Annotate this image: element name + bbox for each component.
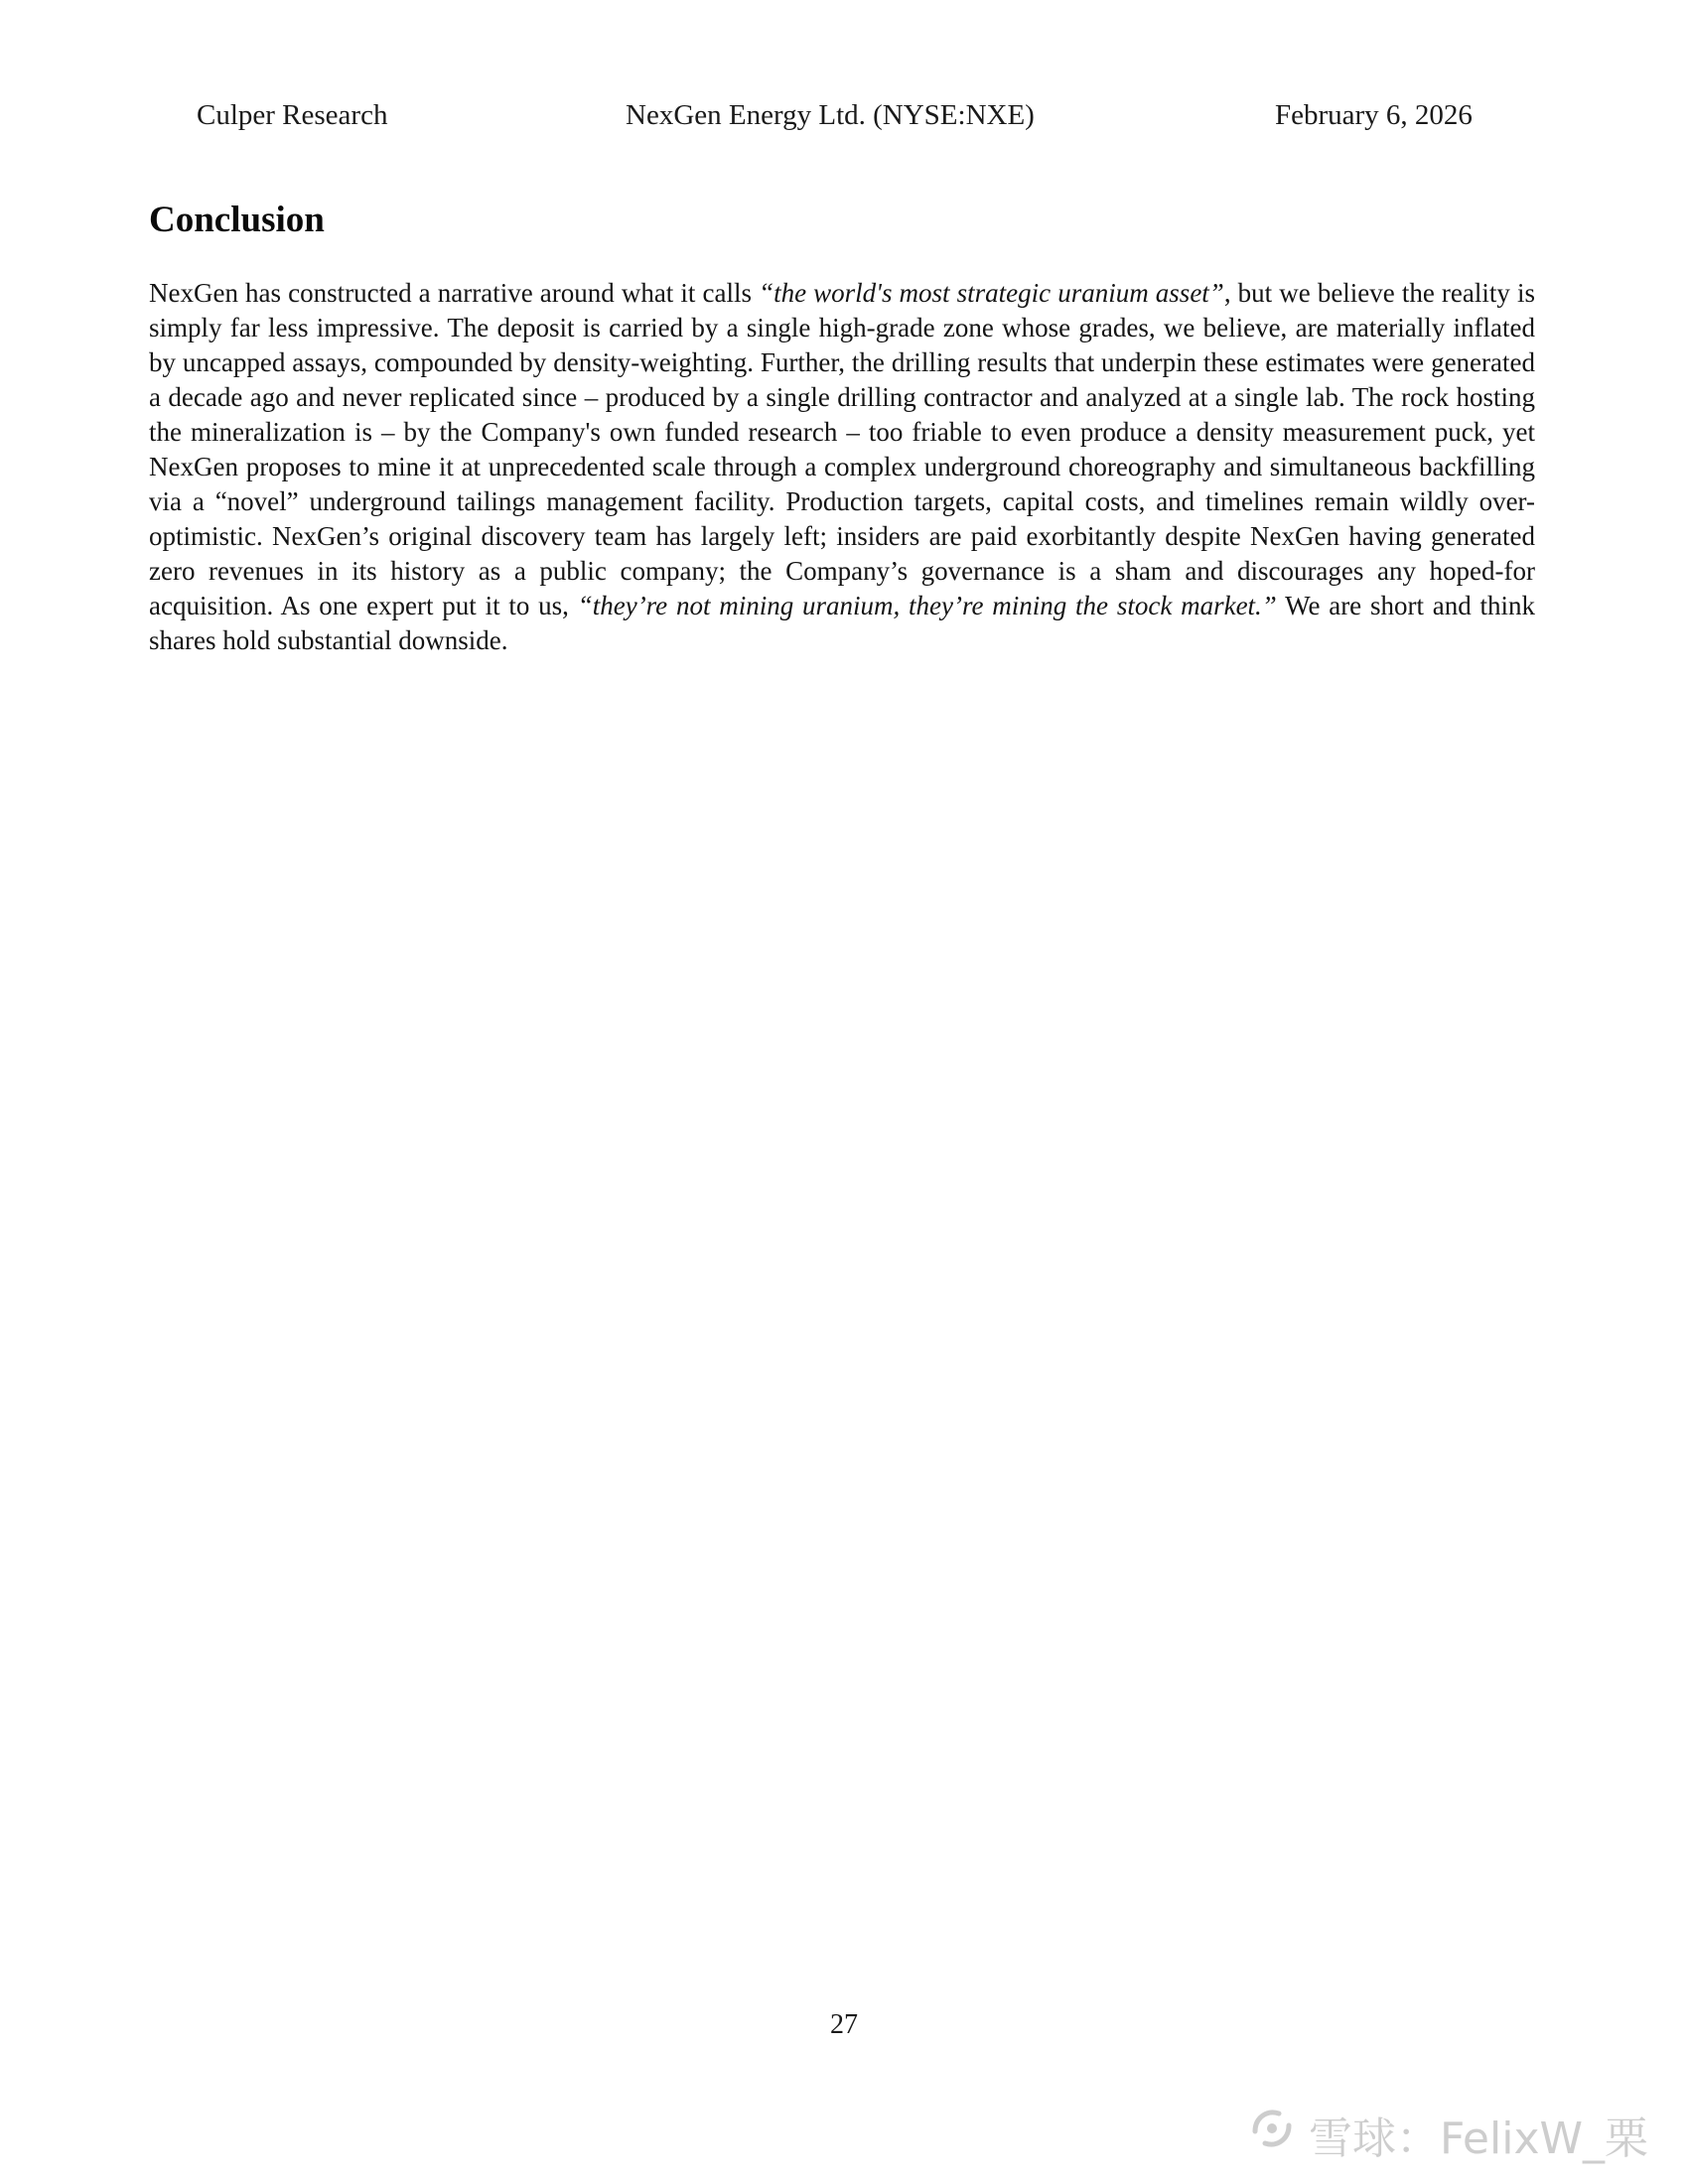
section-title: Conclusion bbox=[149, 200, 325, 240]
snowball-logo-icon bbox=[1245, 2102, 1299, 2166]
header-author: Culper Research bbox=[197, 99, 388, 131]
paragraph-quote-2: “they’re not mining uranium, they’re mining the stock market.” bbox=[577, 591, 1277, 620]
page-number: 27 bbox=[830, 2009, 858, 2040]
watermark-text: 雪球：FelixW_栗 bbox=[1309, 2113, 1648, 2164]
paragraph-text-3: We are short and think shares hold substantial downside. bbox=[149, 591, 1535, 655]
paragraph-quote-1: “the world's most strategic uranium asset” bbox=[759, 278, 1224, 308]
page-header bbox=[0, 99, 1688, 139]
header-date: February 6, 2026 bbox=[1275, 99, 1473, 131]
conclusion-paragraph bbox=[149, 276, 1535, 658]
paragraph-text-2: , but we believe the reality is simply far less impressive. The deposit is carried by a single high-grade zone whose grades, we believe, are materially inflated by uncapped assays, compounded by density-weighting. Further, the drilling results that underpin these estimates were generated a decade ago and never replicated since – produced by a single drilling contractor and analyzed at a single lab. The rock hosting the mineralization is – by the Company's own funded research – too friable to even produce a density measurement puck, yet NexGen proposes to mine it at unprecedented scale through a complex underground choreography and simultaneous backfilling via a “novel” underground tailings management facility. Production targets, capital costs, and timelines remain wildly over-optimistic. NexGen’s original discovery team has largely left; insiders are paid exorbitantly despite NexGen having generated zero revenues in its history as a public company; the Company’s governance is a sham and discourages any hoped-for acquisition. As one expert put it to us, bbox=[149, 278, 1535, 620]
paragraph-text-1: NexGen has constructed a narrative around what it calls bbox=[149, 278, 760, 308]
header-company: NexGen Energy Ltd. (NYSE:NXE) bbox=[626, 99, 1035, 131]
watermark bbox=[1245, 2102, 1648, 2166]
